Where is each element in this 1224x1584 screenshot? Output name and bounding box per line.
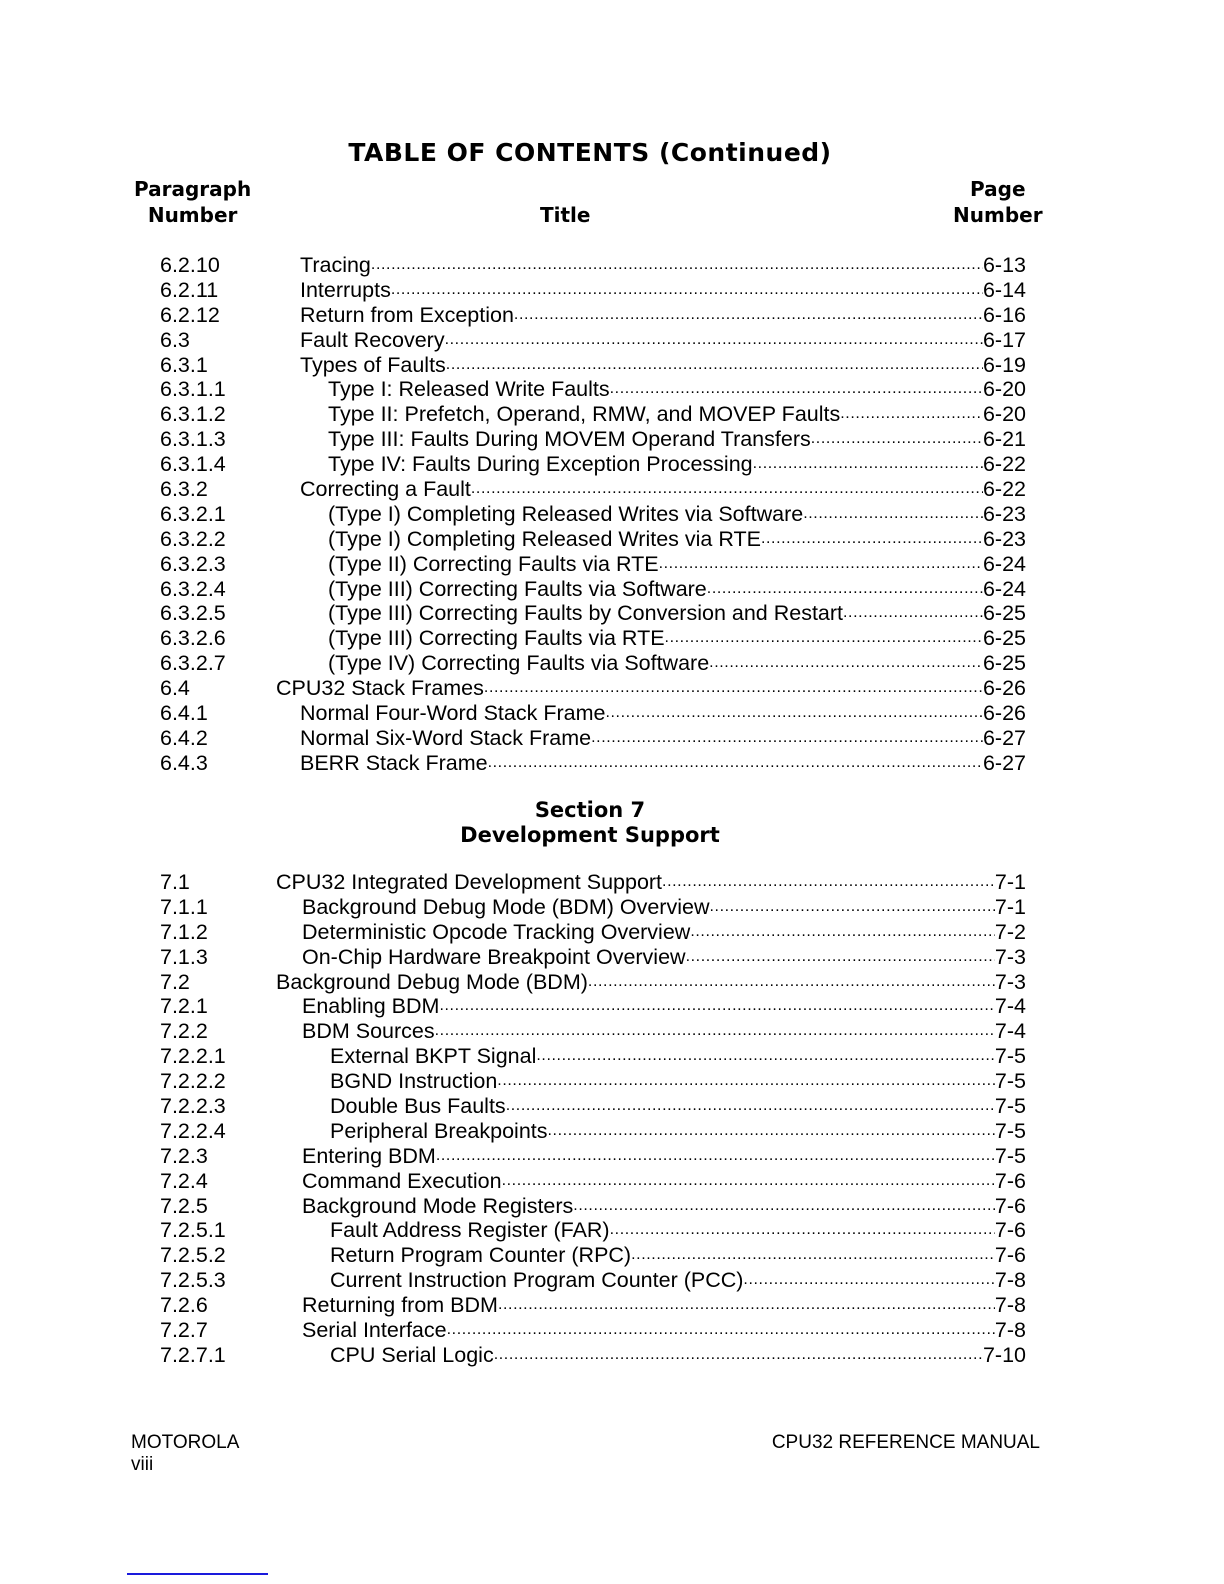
entry-line [330,1268,1026,1293]
entry-line [330,1119,1026,1144]
entry-line [330,1094,1026,1119]
entry-line [302,1019,1026,1044]
page-number: 7-3 [994,969,1026,994]
dot-leader [494,1343,983,1368]
page-number: 6-19 [982,352,1026,377]
toc-entry[interactable] [160,477,1026,502]
toc-entry[interactable] [160,527,1026,552]
page-number: 6-14 [982,277,1026,302]
paragraph-number: 6.3.2 [160,477,208,502]
entry-title: Entering BDM [302,1143,436,1168]
toc-entry[interactable] [160,726,1026,751]
entry-title: (Type III) Correcting Faults via Software [328,576,707,601]
page-label: Page [970,177,1026,201]
page-number: 7-6 [994,1193,1026,1218]
entry-line [330,1243,1026,1268]
paragraph-number: 7.2.5.3 [160,1268,226,1293]
dot-leader [843,601,983,626]
dot-leader [709,651,983,676]
paragraph-number: 7.2.7.1 [160,1342,226,1367]
entry-title: (Type III) Correcting Faults via RTE [328,626,665,651]
entry-title: CPU32 Stack Frames [276,676,484,701]
dot-leader [743,1268,995,1293]
paragraph-number: 6.3.1.1 [160,377,226,402]
entry-title: Serial Interface [302,1318,447,1343]
entry-title: BERR Stack Frame [300,750,488,775]
dot-leader [371,253,983,278]
paragraph-number: 6.3 [160,327,190,352]
paragraph-number: 7.2.2.2 [160,1069,226,1094]
page-number: 7-4 [994,1019,1026,1044]
page-number: 6-26 [982,701,1026,726]
dot-leader [690,920,995,945]
toc-entry[interactable] [160,1218,1026,1243]
dot-leader [631,1243,995,1268]
dot-leader [506,1094,995,1119]
page-number: 6-20 [982,402,1026,427]
toc-entry[interactable] [160,1094,1026,1119]
entry-title: Command Execution [302,1168,502,1193]
entry-line [276,970,1026,995]
toc-entry[interactable] [160,452,1026,477]
entry-title: Types of Faults [300,352,446,377]
paragraph-number: 7.2.3 [160,1143,208,1168]
page-number: 6-20 [982,377,1026,402]
paragraph-number: 7.2.7 [160,1318,208,1343]
page-number: 7-1 [994,870,1026,894]
entry-title: Fault Recovery [300,327,445,352]
entry-line [328,601,1026,626]
entry-line [328,552,1026,577]
page-number: 6-27 [982,725,1026,750]
page-number: 6-25 [982,651,1026,676]
entry-line [300,303,1026,328]
entry-title: Type III: Faults During MOVEM Operand Transfers [328,427,811,452]
entry-line [300,726,1026,751]
paragraph-number: 6.4.2 [160,725,208,750]
page-number: 6-21 [982,427,1026,452]
dot-leader [591,726,983,751]
dot-leader [573,1194,995,1219]
dot-leader [447,1318,995,1343]
paragraph-number: 6.3.2.3 [160,551,226,576]
toc-entry[interactable] [160,278,1026,303]
entry-title: Normal Six-Word Stack Frame [300,725,592,750]
toc-entry[interactable] [160,651,1026,676]
entry-title: (Type I) Completing Released Writes via RTE [328,526,761,551]
paragraph-number: 7.2.5 [160,1193,208,1218]
entry-line [330,1069,1026,1094]
paragraph-number: 6.2.12 [160,302,220,327]
dot-leader [488,751,983,776]
entry-line [302,1318,1026,1343]
toc-entry[interactable] [160,427,1026,452]
entry-title: Correcting a Fault [300,477,471,502]
page-title: TABLE OF CONTENTS (Continued) [348,138,832,167]
page-number: 7-5 [994,1094,1026,1119]
entry-line [302,1144,1026,1169]
entry-line [300,278,1026,303]
page-number: 7-6 [994,1243,1026,1268]
footer-page-number: viii [131,1454,154,1475]
page-number: 7-8 [994,1268,1026,1293]
footer-manual-title: CPU32 REFERENCE MANUAL [771,1432,1040,1453]
entry-line [300,701,1026,726]
toc-entry[interactable] [160,1268,1026,1293]
toc-entry[interactable] [160,1343,1026,1368]
toc-entry[interactable] [160,601,1026,626]
paragraph-number: 6.3.1 [160,352,208,377]
toc-entry[interactable] [160,751,1026,776]
dot-leader [588,970,995,995]
entry-title: Background Debug Mode (BDM) Overview [302,894,710,919]
entry-line [302,994,1026,1019]
entry-title: Return Program Counter (RPC) [330,1243,632,1268]
paragraph-number-header [134,176,251,228]
paragraph-number: 7.2.2.1 [160,1044,226,1069]
page-number: 6-25 [982,601,1026,626]
entry-line [330,1218,1026,1243]
toc-entry[interactable] [160,552,1026,577]
entry-title: Type I: Released Write Faults [328,377,610,402]
dot-leader [803,502,983,527]
paragraph-number: 6.3.1.2 [160,402,226,427]
entry-line [302,1194,1026,1219]
toc-section-6-list [160,253,1026,776]
entry-title: Deterministic Opcode Tracking Overview [302,919,691,944]
entry-line [328,527,1026,552]
dot-leader [686,945,995,970]
entry-title: BGND Instruction [330,1069,498,1094]
toc-entry[interactable] [160,994,1026,1019]
entry-line [300,751,1026,776]
toc-entry[interactable] [160,1243,1026,1268]
dot-leader [662,870,995,895]
entry-line [302,920,1026,945]
dot-leader [659,552,983,577]
dot-leader [391,278,983,303]
entry-title: Interrupts [300,277,391,302]
page-number: 7-5 [994,1044,1026,1069]
paragraph-number: 7.1.1 [160,894,208,919]
entry-title: Normal Four-Word Stack Frame [300,701,606,726]
toc-entry[interactable] [160,328,1026,353]
entry-line [300,253,1026,278]
dot-leader [840,402,983,427]
entry-line [300,353,1026,378]
entry-title: (Type I) Completing Released Writes via Software [328,501,804,526]
page-number: 6-27 [982,750,1026,775]
toc-entry[interactable] [160,676,1026,701]
paragraph-number: 7.1 [160,870,190,894]
dot-leader [610,1218,995,1243]
dot-leader [471,477,983,502]
blue-rule [127,1573,268,1575]
entry-title: Background Mode Registers [302,1193,574,1218]
page-number: 7-8 [994,1318,1026,1343]
dot-leader [446,353,983,378]
paragraph-number: 7.1.3 [160,944,208,969]
dot-leader [707,577,983,602]
entry-title: CPU Serial Logic [330,1342,494,1367]
entry-title: External BKPT Signal [330,1044,537,1069]
entry-title: Double Bus Faults [330,1094,506,1119]
paragraph-number: 6.2.11 [160,277,219,302]
entry-line [276,870,1026,895]
entry-title: Returning from BDM [302,1293,498,1318]
section-subheading: Development Support [460,823,720,847]
entry-title: BDM Sources [302,1019,435,1044]
paragraph-number: 7.2.6 [160,1293,208,1318]
title-header: Title [540,203,591,227]
toc-entry[interactable] [160,353,1026,378]
paragraph-number: 6.2.10 [160,253,220,277]
paragraph-number: 6.3.2.5 [160,601,226,626]
dot-leader [761,527,983,552]
toc-entry[interactable] [160,1044,1026,1069]
entry-title: Peripheral Breakpoints [330,1118,548,1143]
toc-entry[interactable] [160,1293,1026,1318]
page-number: 7-6 [994,1218,1026,1243]
page-number: 6-22 [982,477,1026,502]
page-number: 6-25 [982,626,1026,651]
paragraph-number: 6.4.3 [160,750,208,775]
paragraph-number: 6.3.2.4 [160,576,226,601]
page-number: 7-2 [994,919,1026,944]
entry-line [328,427,1026,452]
page-number: 6-22 [982,452,1026,477]
toc-entry[interactable] [160,253,1026,278]
toc-entry[interactable] [160,920,1026,945]
dot-leader [445,328,983,353]
entry-title: Return from Exception [300,302,514,327]
toc-entry[interactable] [160,1318,1026,1343]
page-number: 6-24 [982,576,1026,601]
paragraph-number: 6.3.2.2 [160,526,226,551]
page-number: 6-16 [982,302,1026,327]
toc-section-7-list [160,870,1026,1368]
entry-title: Current Instruction Program Counter (PCC) [330,1268,744,1293]
paragraph-number: 7.2.5.2 [160,1243,226,1268]
page-number: 6-17 [982,327,1026,352]
page-number: 6-26 [982,676,1026,701]
paragraph-number: 6.4 [160,676,190,701]
page-number: 7-3 [994,944,1026,969]
page-number: 7-5 [994,1118,1026,1143]
dot-leader [502,1169,995,1194]
entry-title: Fault Address Register (FAR) [330,1218,610,1243]
paragraph-number: 6.3.2.6 [160,626,226,651]
page-number: 7-5 [994,1069,1026,1094]
entry-line [328,577,1026,602]
toc-entry[interactable] [160,1069,1026,1094]
page-number: 7-8 [994,1293,1026,1318]
paragraph-number: 7.2.5.1 [160,1218,226,1243]
paragraph-number: 7.2.2.4 [160,1118,226,1143]
toc-entry[interactable] [160,626,1026,651]
entry-line [302,895,1026,920]
entry-line [302,945,1026,970]
entry-title: Type II: Prefetch, Operand, RMW, and MOVEP Faults [328,402,841,427]
dot-leader [665,626,983,651]
entry-line [276,676,1026,701]
page-number: 7-5 [994,1143,1026,1168]
toc-entry[interactable] [160,303,1026,328]
number-label: Number [147,203,238,227]
page-number: 7-6 [994,1168,1026,1193]
dot-leader [548,1119,995,1144]
toc-entry[interactable] [160,402,1026,427]
entry-line [328,651,1026,676]
page-number: 6-23 [982,501,1026,526]
dot-leader [497,1069,995,1094]
page-number: 6-13 [982,253,1026,277]
page-number: 7-4 [994,994,1026,1019]
dot-leader [484,676,983,701]
paragraph-number: 6.3.2.7 [160,651,226,676]
toc-entry[interactable] [160,970,1026,995]
toc-entry[interactable] [160,1169,1026,1194]
entry-line [328,502,1026,527]
footer-publisher: MOTOROLA [131,1432,240,1453]
toc-entry[interactable] [160,870,1026,895]
paragraph-number: 7.2.2 [160,1019,208,1044]
entry-line [328,452,1026,477]
dot-leader [436,1144,995,1169]
entry-line [328,377,1026,402]
page-number-header [953,176,1043,228]
entry-title: Tracing [300,253,371,277]
toc-entry[interactable] [160,577,1026,602]
entry-title: Background Debug Mode (BDM) [276,969,588,994]
paragraph-number: 7.2.2.3 [160,1094,226,1119]
toc-entry[interactable] [160,1119,1026,1144]
dot-leader [514,303,983,328]
entry-title: (Type II) Correcting Faults via RTE [328,551,659,576]
dot-leader [439,994,994,1019]
entry-title: (Type III) Correcting Faults by Conversion and Restart [328,601,844,626]
toc-entry[interactable] [160,1194,1026,1219]
entry-line [330,1343,1026,1368]
dot-leader [610,377,983,402]
toc-entry[interactable] [160,377,1026,402]
paragraph-number: 7.2.1 [160,994,208,1019]
page-number: 6-24 [982,551,1026,576]
entry-title: (Type IV) Correcting Faults via Software [328,651,710,676]
toc-entry[interactable] [160,701,1026,726]
entry-title: Type IV: Faults During Exception Processing [328,452,753,477]
section-heading: Section 7 [534,798,646,822]
paragraph-number: 7.2 [160,969,190,994]
toc-entry[interactable] [160,895,1026,920]
toc-entry[interactable] [160,945,1026,970]
entry-title: On-Chip Hardware Breakpoint Overview [302,944,686,969]
entry-line [302,1169,1026,1194]
dot-leader [709,895,994,920]
paragraph-number: 6.3.1.3 [160,427,226,452]
paragraph-number: 7.1.2 [160,919,208,944]
paragraph-label: Paragraph [134,177,252,201]
paragraph-number: 6.4.1 [160,701,208,726]
entry-line [300,477,1026,502]
paragraph-number: 6.3.2.1 [160,501,226,526]
entry-line [328,402,1026,427]
entry-title: Enabling BDM [302,994,440,1019]
toc-entry[interactable] [160,1144,1026,1169]
toc-entry[interactable] [160,502,1026,527]
entry-line [300,328,1026,353]
page-number: 6-23 [982,526,1026,551]
paragraph-number: 6.3.1.4 [160,452,226,477]
entry-line [330,1044,1026,1069]
toc-entry[interactable] [160,1019,1026,1044]
dot-leader [811,427,983,452]
page-number: 7-10 [982,1342,1026,1367]
dot-leader [605,701,983,726]
dot-leader [435,1019,995,1044]
paragraph-number: 7.2.4 [160,1168,208,1193]
page-number: 7-1 [994,894,1026,919]
number-label: Number [953,203,1043,227]
dot-leader [498,1293,995,1318]
entry-title: CPU32 Integrated Development Support [276,870,663,894]
dot-leader [753,452,983,477]
entry-line [302,1293,1026,1318]
dot-leader [536,1044,995,1069]
entry-line [328,626,1026,651]
